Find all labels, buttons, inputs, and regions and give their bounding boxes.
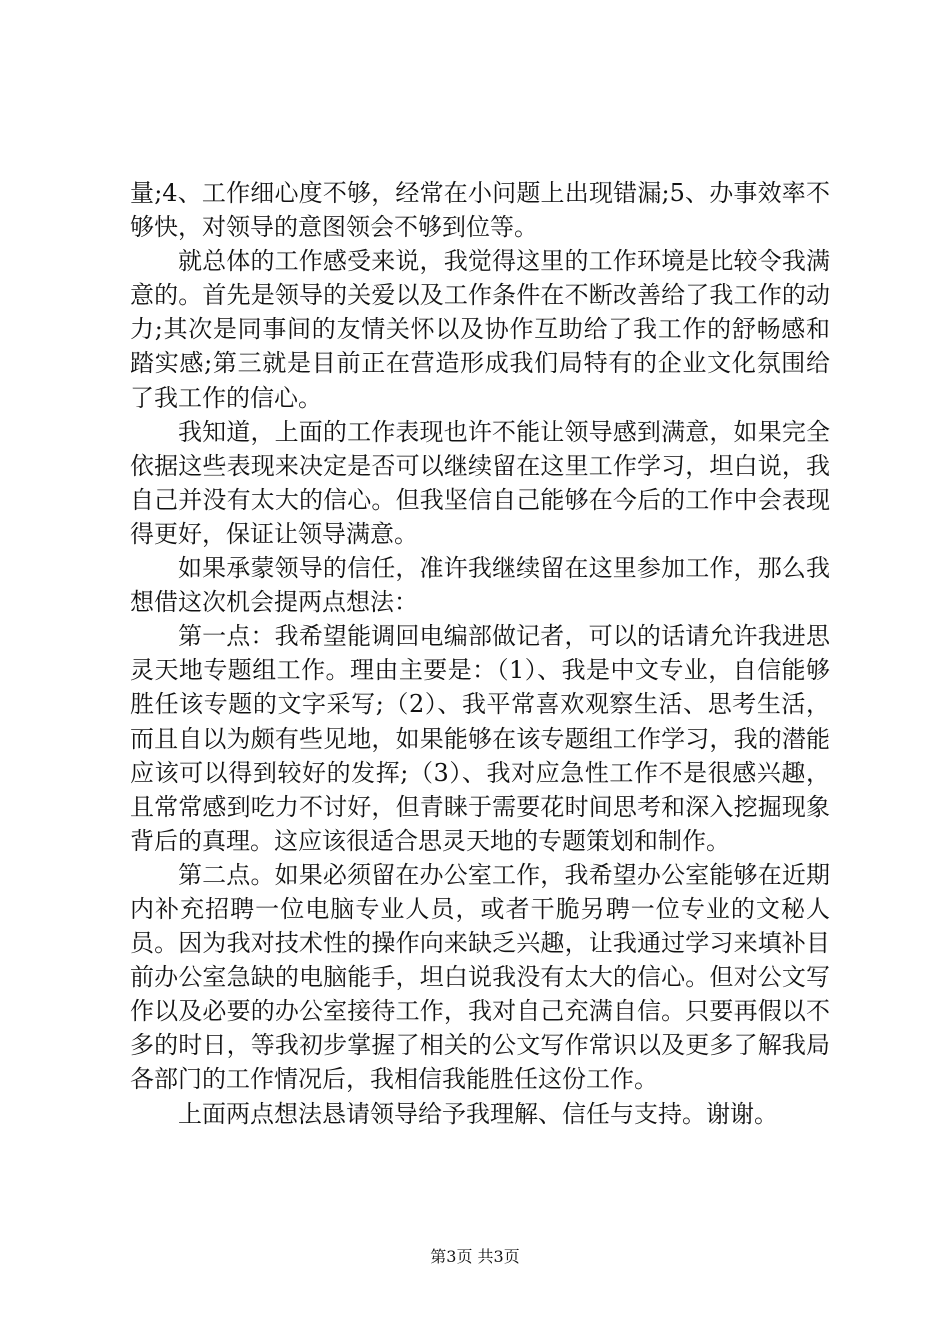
paragraph: 如果承蒙领导的信任，准许我继续留在这里参加工作，那么我想借这次机会提两点想法： — [130, 554, 830, 617]
paragraph: 我知道，上面的工作表现也许不能让领导感到满意，如果完全依据这些表现来决定是否可以继续留在这里工作学习，坦白说，我自己并没有太大的信心。但我坚信自己能够在今后的工作中会表现得更好，保证让领导满意。 — [130, 417, 830, 548]
paragraph: 第二点。如果必须留在办公室工作，我希望办公室能够在近期内补充招聘一位电脑专业人员，或者干脆另聘一位专业的文秘人员。因为我对技术性的操作向来缺乏兴趣，让我通过学习来填补目前办公室急缺的电脑能手，坦白说我没有太大的信心。但对公文写作以及必要的办公室接待工作，我对自己充满自信。只要再假以不多的时日，等我初步掌握了相关的公文写作常识以及更多了解我局各部门的工作情况后，我相信我能胜任这份工作。 — [130, 860, 830, 1094]
page-footer — [0, 1247, 950, 1267]
paragraph: 第一点：我希望能调回电编部做记者，可以的话请允许我进思灵天地专题组工作。理由主要是：（1）、我是中文专业，自信能够胜任该专题的文字采写;（2）、我平常喜欢观察生活、思考生活，而且自以为颇有些见地，如果能够在该专题组工作学习，我的潜能应该可以得到较好的发挥;（3）、我对应急性工作不是很感兴趣，且常常感到吃力不讨好，但青睐于需要花时间思考和深入挖掘现象背后的真理。这应该很适合思灵天地的专题策划和制作。 — [130, 622, 830, 855]
paragraph: 量;4、工作细心度不够，经常在小问题上出现错漏;5、办事效率不够快，对领导的意图领会不够到位等。 — [130, 179, 830, 242]
paragraph: 上面两点想法恳请领导给予我理解、信任与支持。谢谢。 — [178, 1099, 778, 1128]
document-body — [130, 176, 830, 1131]
paragraph: 就总体的工作感受来说，我觉得这里的工作环境是比较令我满意的。首先是领导的关爱以及工作条件在不断改善给了我工作的动力;其次是同事间的友情关怀以及协作互助给了我工作的舒畅感和踏实感;第三就是目前正在营造形成我们局特有的企业文化氛围给了我工作的信心。 — [130, 247, 830, 412]
page-number-label: 第3页 共3页 — [430, 1247, 520, 1266]
